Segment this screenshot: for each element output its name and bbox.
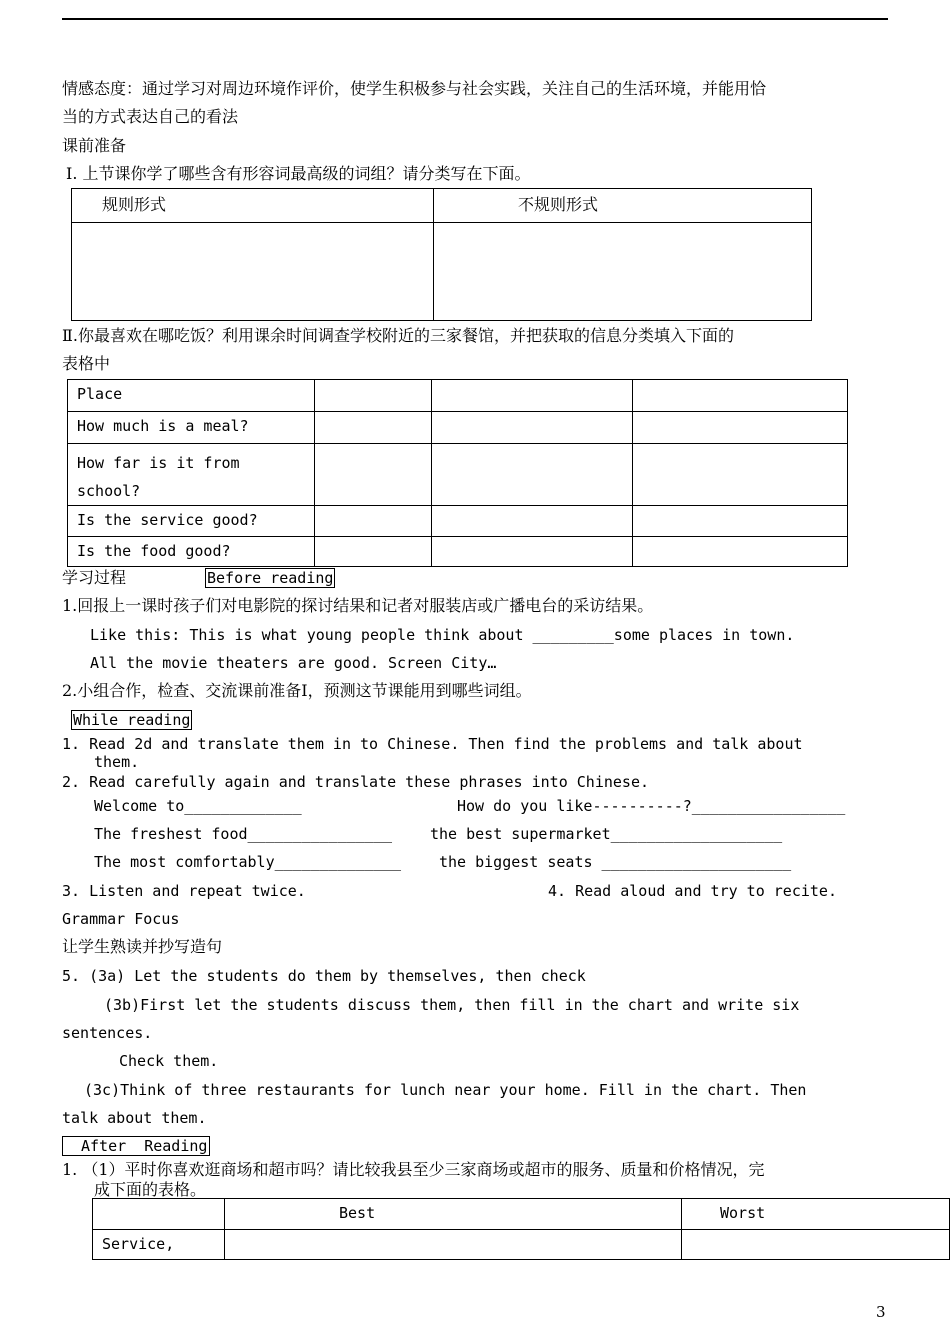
table2-cell[interactable] bbox=[315, 444, 432, 506]
item-3c-line-2: talk about them. bbox=[62, 1109, 207, 1127]
while-reading-label: While reading bbox=[73, 711, 191, 729]
row-label: How much is a meal? bbox=[68, 412, 315, 444]
table2-cell[interactable] bbox=[432, 412, 633, 444]
table-comparison bbox=[92, 1198, 950, 1260]
item-3b-line-2: sentences. bbox=[62, 1024, 153, 1042]
like-this-line-2: All the movie theaters are good. Screen City… bbox=[90, 654, 497, 672]
while-item-2: 2. Read carefully again and translate these phrases into Chinese. bbox=[62, 773, 649, 791]
table-superlatives bbox=[71, 188, 812, 321]
while-item-1a: 1. Read 2d and translate them in to Chinese. Then find the problems and talk about bbox=[62, 735, 803, 753]
row-label: Place bbox=[68, 380, 315, 412]
table2-cell[interactable] bbox=[432, 444, 633, 506]
phrase-biggest-seats: the biggest seats _____________________ bbox=[439, 853, 792, 871]
intro-line-1: 情感态度：通过学习对周边环境作评价，使学生积极参与社会实践，关注自己的生活环境，并能用恰 bbox=[62, 79, 767, 98]
table1-header-irregular: 不规则形式 bbox=[434, 189, 812, 223]
table3-cell[interactable] bbox=[93, 1199, 225, 1230]
table2-cell[interactable] bbox=[633, 444, 848, 506]
process-item-2: 2.小组合作，检查、交流课前准备Ⅰ，预测这节课能用到哪些词组。 bbox=[62, 681, 532, 700]
process-title: 学习过程 bbox=[62, 568, 127, 587]
while-item-3: 3. Listen and repeat twice. bbox=[62, 882, 306, 900]
after-item-1b: 成下面的表格。 bbox=[94, 1180, 207, 1199]
item-3c-line-1: (3c)Think of three restaurants for lunch near your home. Fill in the chart. Then bbox=[84, 1081, 807, 1099]
item-3b-text: (3b)First let the students discuss them, then fill in the chart and write six bbox=[104, 996, 800, 1014]
table3-cell[interactable] bbox=[225, 1230, 682, 1260]
question-1: Ⅰ. 上节课你学了哪些含有形容词最高级的词组？请分类写在下面。 bbox=[66, 164, 531, 183]
phrase-how-do-you-like: How do you like----------?_________________ bbox=[457, 797, 846, 815]
header-best: Best bbox=[225, 1199, 682, 1230]
phrase-most-comfortably: The most comfortably______________ bbox=[94, 853, 402, 871]
check-them: Check them. bbox=[119, 1052, 219, 1070]
while-item-4: 4. Read aloud and try to recite. bbox=[548, 882, 837, 900]
question-2-line-1: Ⅱ.你最喜欢在哪吃饭？利用课余时间调查学校附近的三家餐馆，并把获取的信息分类填入下面的 bbox=[62, 326, 734, 345]
row-service: Service, bbox=[93, 1230, 225, 1260]
prep-title: 课前准备 bbox=[62, 136, 127, 155]
table2-cell[interactable] bbox=[315, 537, 432, 567]
process-item-1: 1.回报上一课时孩子们对电影院的探讨结果和记者对服装店或广播电台的采访结果。 bbox=[62, 596, 654, 615]
like-this-line-1: Like this: This is what young people think about _________some places in town. bbox=[90, 626, 795, 644]
table1-cell[interactable] bbox=[72, 223, 434, 321]
while-item-1b: them. bbox=[94, 753, 140, 771]
row-label bbox=[68, 444, 315, 506]
copy-instruction: 让学生熟读并抄写造句 bbox=[62, 937, 223, 956]
after-reading-label: After Reading bbox=[62, 1136, 210, 1156]
table2-cell[interactable] bbox=[432, 506, 633, 537]
table2-cell[interactable] bbox=[633, 412, 848, 444]
table2-cell[interactable] bbox=[432, 537, 633, 567]
intro-line-2: 当的方式表达自己的看法 bbox=[62, 107, 239, 126]
row-label: Is the service good? bbox=[68, 506, 315, 537]
table2-cell[interactable] bbox=[315, 412, 432, 444]
table2-cell[interactable] bbox=[633, 380, 848, 412]
table2-cell[interactable] bbox=[315, 380, 432, 412]
table2-cell[interactable] bbox=[432, 380, 633, 412]
phrase-best-supermarket: the best supermarket___________________ bbox=[430, 825, 783, 843]
item-3b-line-1 bbox=[104, 995, 888, 1015]
header-worst: Worst bbox=[682, 1199, 950, 1230]
row-label-line: school? bbox=[77, 482, 141, 500]
phrase-welcome: Welcome to_____________ bbox=[94, 797, 302, 815]
before-reading-label: Before reading bbox=[207, 569, 334, 587]
row-label-line: How far is it from bbox=[77, 454, 240, 472]
table1-cell[interactable] bbox=[434, 223, 812, 321]
table2-cell[interactable] bbox=[633, 506, 848, 537]
after-item-1a: 1. （1）平时你喜欢逛商场和超市吗？请比较我县至少三家商场或超市的服务、质量和价格情况，完 bbox=[62, 1160, 765, 1179]
header-rule bbox=[62, 18, 888, 20]
phrase-freshest-food: The freshest food________________ bbox=[94, 825, 393, 843]
page-number: 3 bbox=[876, 1303, 886, 1321]
item-5: 5. (3a) Let the students do them by themselves, then check bbox=[62, 967, 586, 985]
table3-cell[interactable] bbox=[682, 1230, 950, 1260]
table1-header-regular: 规则形式 bbox=[72, 189, 434, 223]
grammar-focus: Grammar Focus bbox=[62, 910, 180, 928]
row-label: Is the food good? bbox=[68, 537, 315, 567]
table-restaurants bbox=[67, 379, 848, 567]
question-2-line-2: 表格中 bbox=[62, 354, 111, 373]
table2-cell[interactable] bbox=[315, 506, 432, 537]
table2-cell[interactable] bbox=[633, 537, 848, 567]
